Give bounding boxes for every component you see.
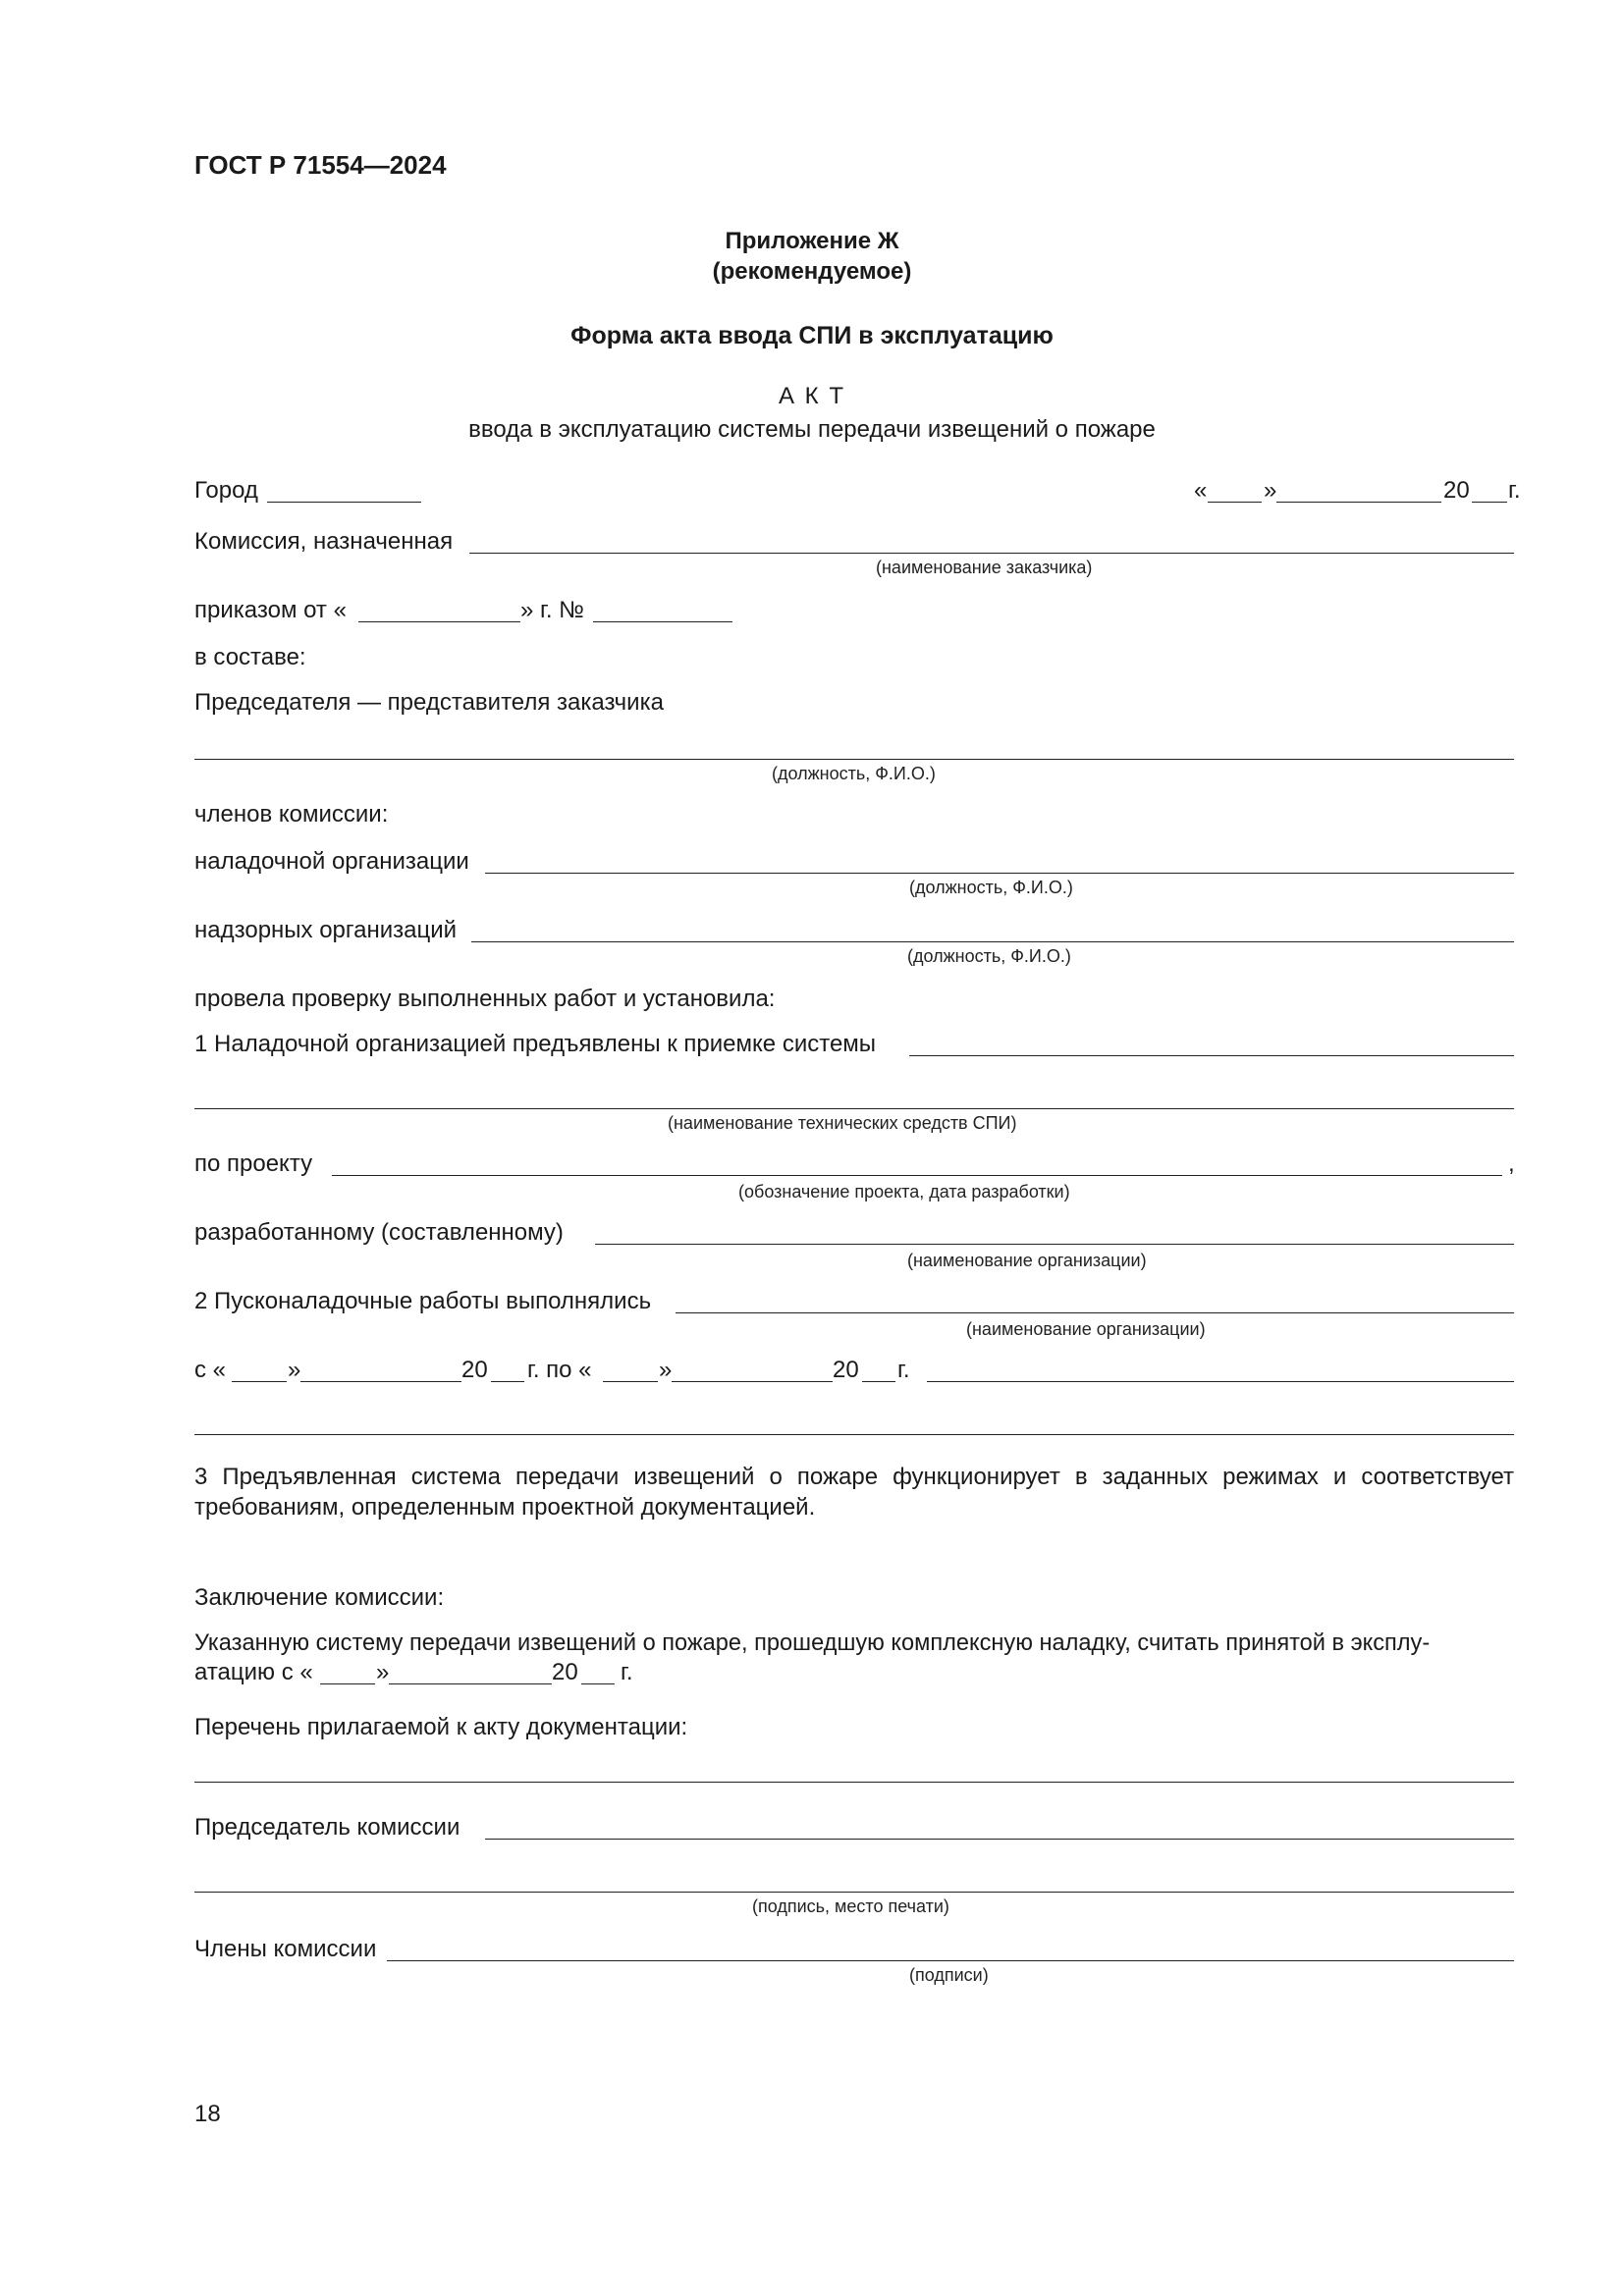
chairman-label: Председателя — представителя заказчика [194,689,664,716]
conclusion-text-line1: Указанную систему передачи извещений о пожаре, прошедшую комплексную наладку, считать принятой в эксплу- [194,1630,1431,1656]
period-from-year-field[interactable] [491,1381,524,1382]
setup-org-label: наладочной организации [194,848,469,875]
standard-number: ГОСТ Р 71554—2024 [194,150,447,180]
conclusion-end: г. [621,1659,633,1685]
period-from-quote: » [288,1357,301,1383]
conclusion-text-line2: атацию с « [194,1659,313,1685]
period-end: г. [897,1357,910,1383]
conclusion-day-field[interactable] [320,1683,375,1684]
date-year-field[interactable] [1472,502,1507,503]
order-date-field[interactable] [358,621,520,622]
commission-field[interactable] [469,553,1514,554]
chairman-caption: (должность, Ф.И.О.) [772,764,936,783]
item1-field[interactable] [909,1055,1514,1056]
members-sign-label: Члены комиссии [194,1936,377,1962]
developed-label: разработанному (составленному) [194,1219,564,1246]
composition-label: в составе: [194,644,306,670]
period-from-century: 20 [461,1357,488,1383]
date-close-quote: » [1264,477,1277,504]
chairman-sign-field-continued[interactable] [194,1892,1514,1893]
city-field[interactable] [267,502,421,503]
period-from-label: с « [194,1357,227,1383]
members-sign-field[interactable] [387,1960,1514,1961]
date-month-field[interactable] [1276,502,1441,503]
chairman-sign-label: Председатель комиссии [194,1814,460,1841]
checked-label: провела проверку выполненных работ и установила: [194,986,776,1012]
project-comma: , [1508,1150,1515,1177]
conclusion-month-field[interactable] [389,1683,552,1684]
period-to-label: г. по « [527,1357,592,1383]
act-word: А К Т [779,383,845,409]
members-label: членов комиссии: [194,801,389,828]
supervisory-org-field[interactable] [471,941,1514,942]
period-to-quote: » [659,1357,673,1383]
period-from-month-field[interactable] [300,1381,461,1382]
project-field[interactable] [332,1175,1502,1176]
item1-label: 1 Наладочной организацией предъявлены к приемке системы [194,1031,877,1057]
project-label: по проекту [194,1150,313,1177]
appendix-status: (рекомендуемое) [712,258,912,285]
city-label: Город [194,477,258,504]
item3-text: 3 Предъявленная система передачи извещений о пожаре функционирует в заданных режимах и соответствует требованиям, определенным проектной документацией. [194,1464,1514,1521]
date-century: 20 [1443,477,1470,504]
date-suffix: г. [1508,477,1521,504]
period-notes-field-continued[interactable] [194,1434,1514,1435]
setup-org-field[interactable] [485,873,1514,874]
supervisory-org-label: надзорных организаций [194,917,458,943]
commission-label: Комиссия, назначенная [194,528,454,555]
docs-list-field[interactable] [194,1782,1514,1783]
item2-caption: (наименование организации) [966,1319,1206,1339]
project-caption: (обозначение проекта, дата разработки) [738,1182,1070,1201]
commission-caption: (наименование заказчика) [876,558,1093,577]
chairman-sign-field[interactable] [485,1839,1514,1840]
chairman-field[interactable] [194,759,1514,760]
period-from-day-field[interactable] [232,1381,287,1382]
date-day-field[interactable] [1208,502,1262,503]
members-sign-caption: (подписи) [909,1965,989,1985]
item2-label: 2 Пусконаладочные работы выполнялись [194,1288,652,1314]
date-open-quote: « [1194,477,1208,504]
act-subtitle: ввода в эксплуатацию системы передачи извещений о пожаре [468,416,1156,443]
order-number-field[interactable] [593,621,732,622]
item1-field-continued[interactable] [194,1108,1514,1109]
item1-caption: (наименование технических средств СПИ) [668,1113,1017,1133]
developed-field[interactable] [595,1244,1514,1245]
appendix-title: Приложение Ж [725,228,899,254]
period-notes-field[interactable] [927,1381,1514,1382]
page-number: 18 [194,2101,221,2127]
period-to-year-field[interactable] [862,1381,895,1382]
conclusion-quote: » [376,1659,390,1685]
period-to-century: 20 [833,1357,859,1383]
supervisory-org-caption: (должность, Ф.И.О.) [907,946,1071,966]
developed-caption: (наименование организации) [907,1251,1147,1270]
conclusion-label: Заключение комиссии: [194,1584,445,1611]
form-title: Форма акта ввода СПИ в эксплуатацию [570,322,1054,349]
setup-org-caption: (должность, Ф.И.О.) [909,878,1073,897]
period-to-month-field[interactable] [672,1381,833,1382]
period-to-day-field[interactable] [603,1381,658,1382]
conclusion-century: 20 [552,1659,578,1685]
chairman-sign-caption: (подпись, место печати) [752,1896,949,1916]
order-label: приказом от « [194,597,347,623]
docs-list-label: Перечень прилагаемой к акту документации: [194,1714,688,1740]
order-mid-label: » г. № [520,597,584,623]
conclusion-year-field[interactable] [581,1683,615,1684]
item2-field[interactable] [676,1312,1514,1313]
